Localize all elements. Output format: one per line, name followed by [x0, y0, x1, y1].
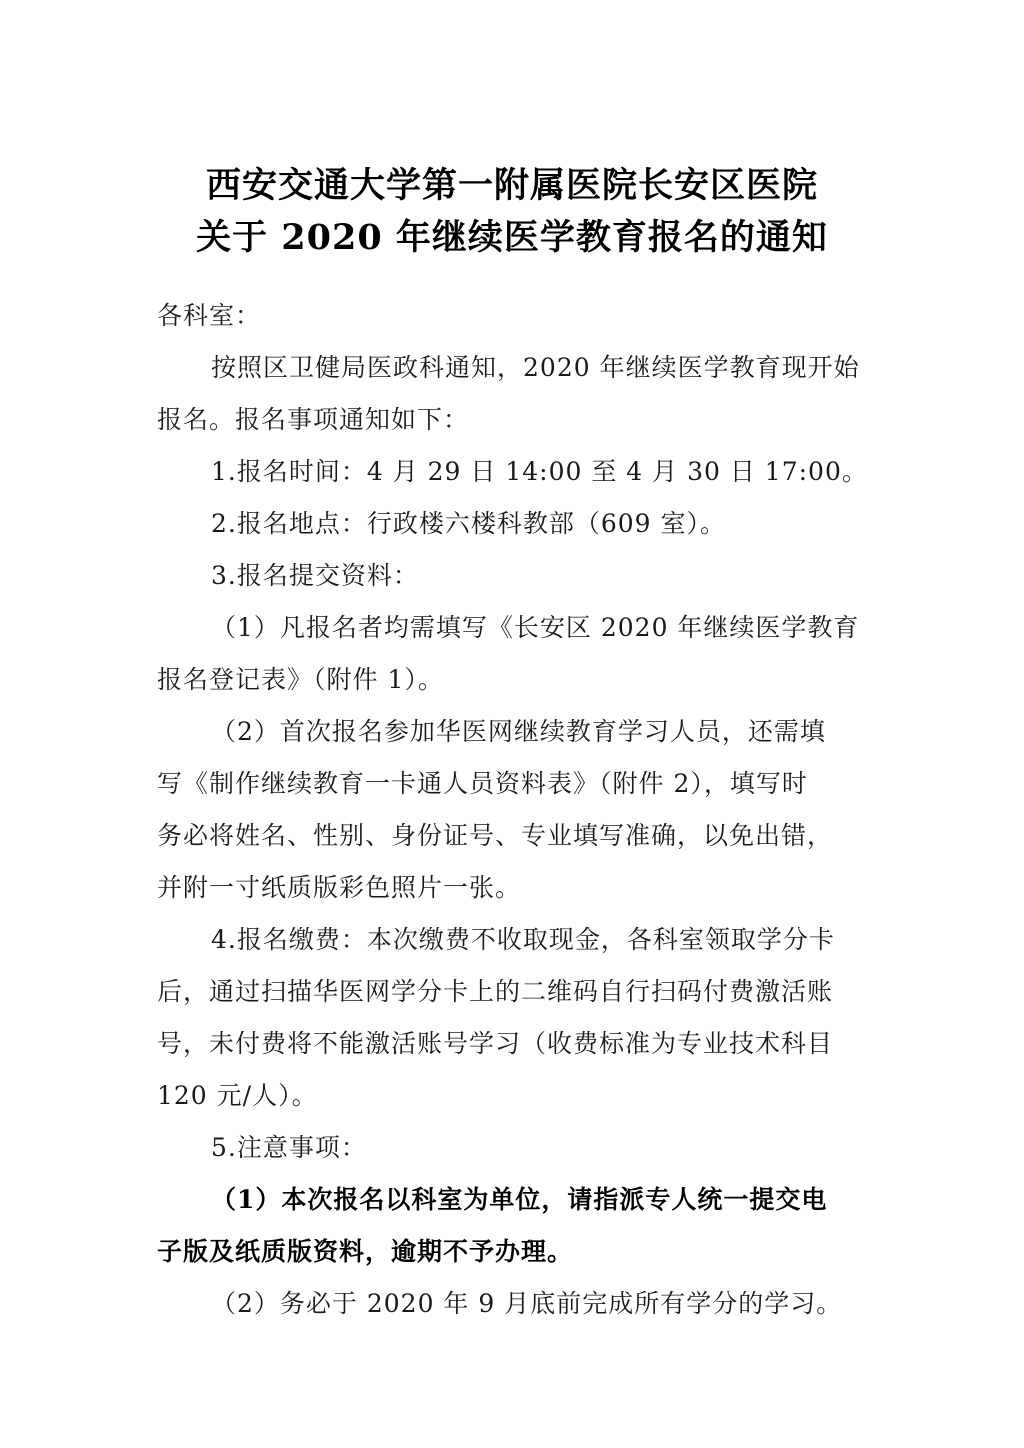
item-payment-line-4: 120 元/人）。: [157, 1081, 318, 1110]
materials-point-2-line-4: 并附一寸纸质版彩色照片一张。: [157, 873, 522, 902]
item-payment-line-3: 号，未付费将不能激活账号学习（收费标准为专业技术科目: [157, 1029, 834, 1058]
document-title-line-2: 关于 2020 年继续医学教育报名的通知: [196, 217, 828, 258]
item-materials-heading: 3.报名提交资料：: [211, 561, 419, 590]
item-payment-line-1: 4.报名缴费：本次缴费不收取现金，各科室领取学分卡: [211, 925, 835, 954]
materials-point-1-line-1: （1）凡报名者均需填写《长安区 2020 年继续医学教育: [211, 613, 860, 642]
notes-point-1-line-1: （1）本次报名以科室为单位，请指派专人统一提交电: [211, 1185, 828, 1214]
materials-point-1-line-2: 报名登记表》（附件 1）。: [157, 665, 444, 694]
notes-point-1-line-2: 子版及纸质版资料，逾期不予办理。: [157, 1237, 574, 1266]
notes-point-2: （2）务必于 2020 年 9 月底前完成所有学分的学习。: [211, 1289, 843, 1318]
materials-point-2-line-1: （2）首次报名参加华医网继续教育学习人员，还需填: [211, 717, 826, 746]
paragraph-intro-line-2: 报名。报名事项通知如下：: [157, 405, 470, 434]
item-payment-line-2: 后，通过扫描华医网学分卡上的二维码自行扫码付费激活账: [157, 977, 834, 1006]
item-registration-time: 1.报名时间：4 月 29 日 14:00 至 4 月 30 日 17:00。: [211, 457, 868, 486]
item-registration-location: 2.报名地点：行政楼六楼科教部（609 室）。: [211, 509, 727, 538]
item-notes-heading: 5.注意事项：: [211, 1133, 367, 1162]
salutation: 各科室：: [157, 301, 262, 330]
materials-point-2-line-3: 务必将姓名、性别、身份证号、专业填写准确，以免出错，: [157, 821, 834, 850]
materials-point-2-line-2: 写《制作继续教育一卡通人员资料表》（附件 2），填写时: [157, 769, 808, 798]
paragraph-intro-line-1: 按照区卫健局医政科通知，2020 年继续医学教育现开始: [211, 353, 860, 382]
document-title-line-1: 西安交通大学第一附属医院长安区医院: [205, 165, 818, 206]
